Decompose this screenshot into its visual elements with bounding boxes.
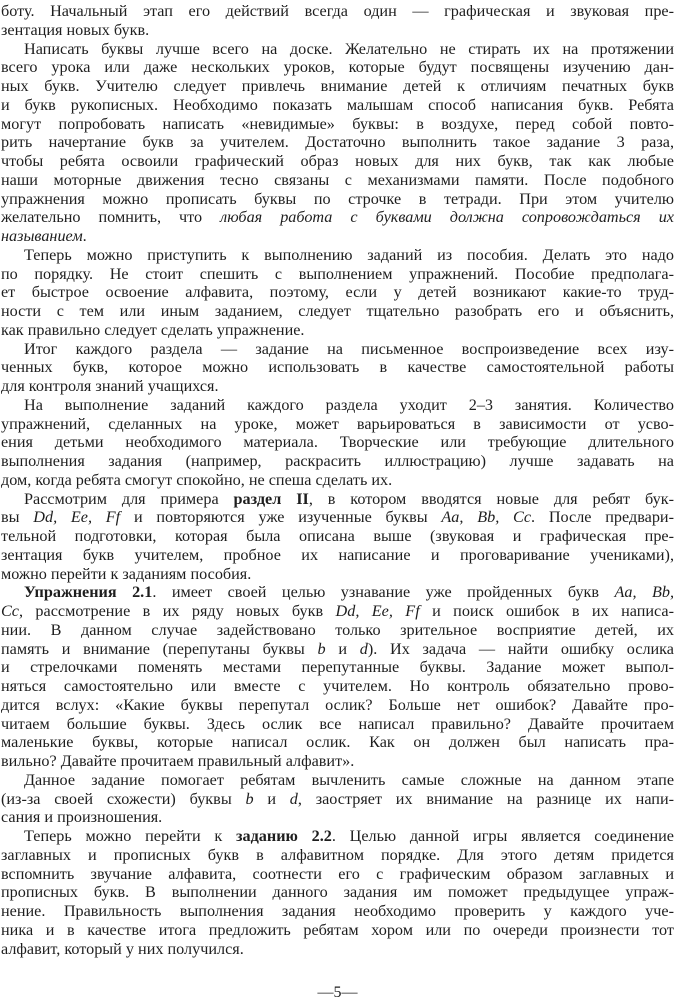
text-segment: чтобы ребята освоили графический образ новых для них букв, так как любые <box>1 152 674 170</box>
text-line <box>1 490 674 509</box>
text-segment: Написать буквы лучше всего на доске. Желательно не стирать их на протяжении <box>24 39 674 58</box>
text-line <box>1 96 674 115</box>
text-line <box>1 527 674 546</box>
text-segment: ения детьми необходимого материала. Творческие или требующие длительного <box>1 433 674 452</box>
text-line <box>1 133 674 152</box>
text-line <box>1 565 674 584</box>
text-line <box>1 265 674 284</box>
bold-text: раздел II <box>233 489 309 508</box>
text-line <box>1 396 674 415</box>
text-line <box>1 940 674 959</box>
text-segment: сания и произношения. <box>1 808 163 827</box>
paragraph <box>1 340 674 396</box>
text-segment: ника и в качестве итога предложить ребятам хором или по очереди произнести тот <box>1 920 674 939</box>
text-segment: наши моторные движения тесно связаны с механизмами памяти. После подобного <box>1 170 674 189</box>
text-line <box>1 696 674 715</box>
text-segment: (из-за своей схожести) буквы <box>1 789 246 808</box>
text-line <box>1 452 674 471</box>
text-line <box>1 583 674 602</box>
text-line <box>1 902 674 921</box>
page-body-text <box>1 2 674 958</box>
text-line <box>1 508 674 527</box>
text-segment: . <box>82 227 87 245</box>
text-segment: нение. Правильность выполнения задания необходимо проверить у каждого уче- <box>1 902 674 920</box>
text-line <box>1 433 674 452</box>
italic-text: любая работа с буквами должна сопровождаться их <box>220 208 674 227</box>
text-segment: рить начертание букв за учителем. Достаточно выполнить такое задание 3 раза, <box>1 133 674 152</box>
text-line <box>1 865 674 884</box>
paragraph <box>1 583 674 771</box>
paragraph <box>1 490 674 584</box>
text-segment: , заостряет их внимание на разнице их напи- <box>297 789 675 808</box>
text-line <box>1 171 674 190</box>
text-line <box>1 283 674 302</box>
text-line <box>1 358 674 377</box>
italic-text: Dd, Ee, Ff <box>335 602 420 620</box>
text-segment: прописных букв. В выполнении данного задания им поможет предыдущее упраж- <box>1 883 674 902</box>
text-line <box>1 40 674 59</box>
text-line <box>1 2 674 21</box>
text-line <box>1 602 674 621</box>
text-segment: ности с тем или иным заданием, следует тщательно разобрать его и объяснить, <box>1 302 674 320</box>
text-line <box>1 771 674 790</box>
text-segment: тельной подготовки, которая была описана выше (звуковая и графическая пре- <box>1 527 674 545</box>
text-segment: Теперь можно перейти к <box>24 827 236 845</box>
text-segment: алфавит, который у них получился. <box>1 939 244 958</box>
text-segment: и поиск ошибок в их написа- <box>419 602 674 620</box>
text-line <box>1 340 674 359</box>
text-line <box>1 321 674 340</box>
text-segment: желательно помнить, что <box>1 208 221 227</box>
text-segment: упражнений, сделанных на уроке, может варьироваться в зависимости от усво- <box>1 414 674 433</box>
text-line <box>1 208 674 227</box>
text-line <box>1 883 674 902</box>
paragraph <box>1 246 674 340</box>
italic-text: b <box>317 639 326 658</box>
text-segment: и стрелочками поменять местами перепутанные буквы. Задание может выпол- <box>1 658 674 677</box>
text-segment: вильно? Давайте прочитаем правильный алфавит». <box>1 752 355 770</box>
text-line <box>1 827 674 846</box>
text-line <box>1 415 674 434</box>
italic-text: Cc <box>1 602 19 620</box>
text-segment: . Целью данной игры является соединение <box>331 827 674 845</box>
text-segment: няться самостоятельно или вместе с учителем. Но контроль обязательно прово- <box>1 677 674 695</box>
text-segment: маленькие буквы, которые написал ослик. Как он должен был написать пра- <box>1 733 674 752</box>
text-segment: Рассмотрим для примера <box>24 489 234 508</box>
text-segment: , рассмотрение в их ряду новых букв <box>18 602 336 620</box>
text-line <box>1 640 674 659</box>
italic-text: b <box>245 789 254 808</box>
text-segment: . имеет своей целью узнавание уже пройденных букв <box>152 583 615 602</box>
text-segment: можно перейти к заданиям пособия. <box>1 564 252 583</box>
paragraph <box>1 396 674 490</box>
text-line <box>1 808 674 827</box>
text-line <box>1 471 674 490</box>
text-segment: ченных букв, которое можно использовать в качестве самостоятельной работы <box>1 358 674 377</box>
text-line <box>1 152 674 171</box>
text-segment: всего урока или даже нескольких уроков, которые будут посвящены изучению дан- <box>1 58 674 77</box>
text-segment: . После предвари- <box>531 508 674 527</box>
text-segment: зентация букв учителем, пробное их написание и проговаривание учениками), <box>1 545 674 564</box>
text-segment: Итог каждого раздела — задание на письменное воспроизведение всех изу- <box>24 339 674 358</box>
text-segment: На выполнение заданий каждого раздела уходит 2–3 занятия. Количество <box>24 395 674 414</box>
text-segment: читаем большие буквы. Здесь ослик все написал правильно? Давайте прочитаем <box>1 714 674 733</box>
bold-text: заданию 2.2 <box>236 827 332 845</box>
text-segment: ет быстрое освоение алфавита, поэтому, если у детей возникают какие-то труд- <box>1 283 674 302</box>
text-segment: выполнения задания (например, раскрасить иллюстрацию) лучше задавать на <box>1 452 674 470</box>
text-segment: заглавных и прописных букв в алфавитном порядке. Для этого детям придется <box>1 845 674 864</box>
text-segment: вы <box>1 508 34 527</box>
text-line <box>1 790 674 809</box>
text-segment: и <box>325 639 360 658</box>
paragraph <box>1 827 674 958</box>
bold-text: Упражнения 2.1 <box>24 583 153 602</box>
text-segment: Данное задание помогает ребятам вычленить самые сложные на данном этапе <box>24 770 674 789</box>
text-line <box>1 921 674 940</box>
text-segment: ных букв. Учителю следует привлечь внимание детей к отличиям печатных букв <box>1 77 674 95</box>
text-segment: вспомнить звучание алфавита, соотнести его с графическим образом заглавных и <box>1 864 674 883</box>
text-segment: боту. Начальный этап его действий всегда один — графическая и звуковая пре- <box>1 2 674 20</box>
text-segment: Теперь можно приступить к выполнению заданий из пособия. Делать это надо <box>24 245 674 264</box>
text-segment: дом, когда ребята смогут спокойно, не спеша сделать их. <box>1 470 393 489</box>
text-line <box>1 546 674 565</box>
text-segment: и повторяются уже изученные буквы <box>120 508 442 527</box>
italic-text: называнием <box>1 227 83 245</box>
text-line <box>1 302 674 321</box>
page-number: —5— <box>317 984 358 1001</box>
italic-text: Aa, Bb, Cc <box>441 508 532 527</box>
text-line <box>1 846 674 865</box>
text-segment: нии. В данном случае задействовано только зрительное восприятие детей, их <box>1 620 674 639</box>
text-segment: для контроля знаний учащихся. <box>1 377 219 395</box>
text-line <box>1 246 674 265</box>
paragraph <box>1 771 674 827</box>
text-segment: память и внимание (перепутаны буквы <box>1 639 318 658</box>
text-segment: могут попробовать написать «невидимые» буквы: в воздухе, перед собой повто- <box>1 114 674 133</box>
text-line <box>1 190 674 209</box>
text-segment: зентация новых букв. <box>1 20 150 39</box>
italic-text: d <box>289 789 298 808</box>
paragraph <box>1 2 674 40</box>
text-line <box>1 77 674 96</box>
text-segment: и <box>253 789 290 808</box>
text-line <box>1 58 674 77</box>
text-segment: как правильно следует сделать упражнение. <box>1 320 305 339</box>
paragraph <box>1 40 674 246</box>
text-line <box>1 658 674 677</box>
text-segment: и букв рукописных. Необходимо показать малышам способ написания букв. Ребята <box>1 95 674 114</box>
text-segment: , в котором вводятся новые для ребят бук- <box>308 489 674 508</box>
text-line <box>1 115 674 134</box>
text-line <box>1 621 674 640</box>
text-segment: дится вслух: «Какие буквы перепутал ослик? Больше нет ошибок? Давайте про- <box>1 695 674 714</box>
italic-text: d <box>359 639 368 658</box>
text-segment: упражнения можно прописать буквы по строчке в тетради. При этом учителю <box>1 189 674 208</box>
text-segment: ). Их задача — найти ошибку ослика <box>367 639 674 658</box>
italic-text: Aa, Bb, <box>614 583 675 602</box>
text-line <box>1 21 674 40</box>
italic-text: Dd, Ee, Ff <box>33 508 121 527</box>
text-line <box>1 677 674 696</box>
text-line <box>1 377 674 396</box>
text-line <box>1 733 674 752</box>
text-line <box>1 227 674 246</box>
text-line <box>1 752 674 771</box>
text-line <box>1 715 674 734</box>
text-segment: по порядку. Не стоит спешить с выполнением упражнений. Пособие предполага- <box>1 264 674 283</box>
